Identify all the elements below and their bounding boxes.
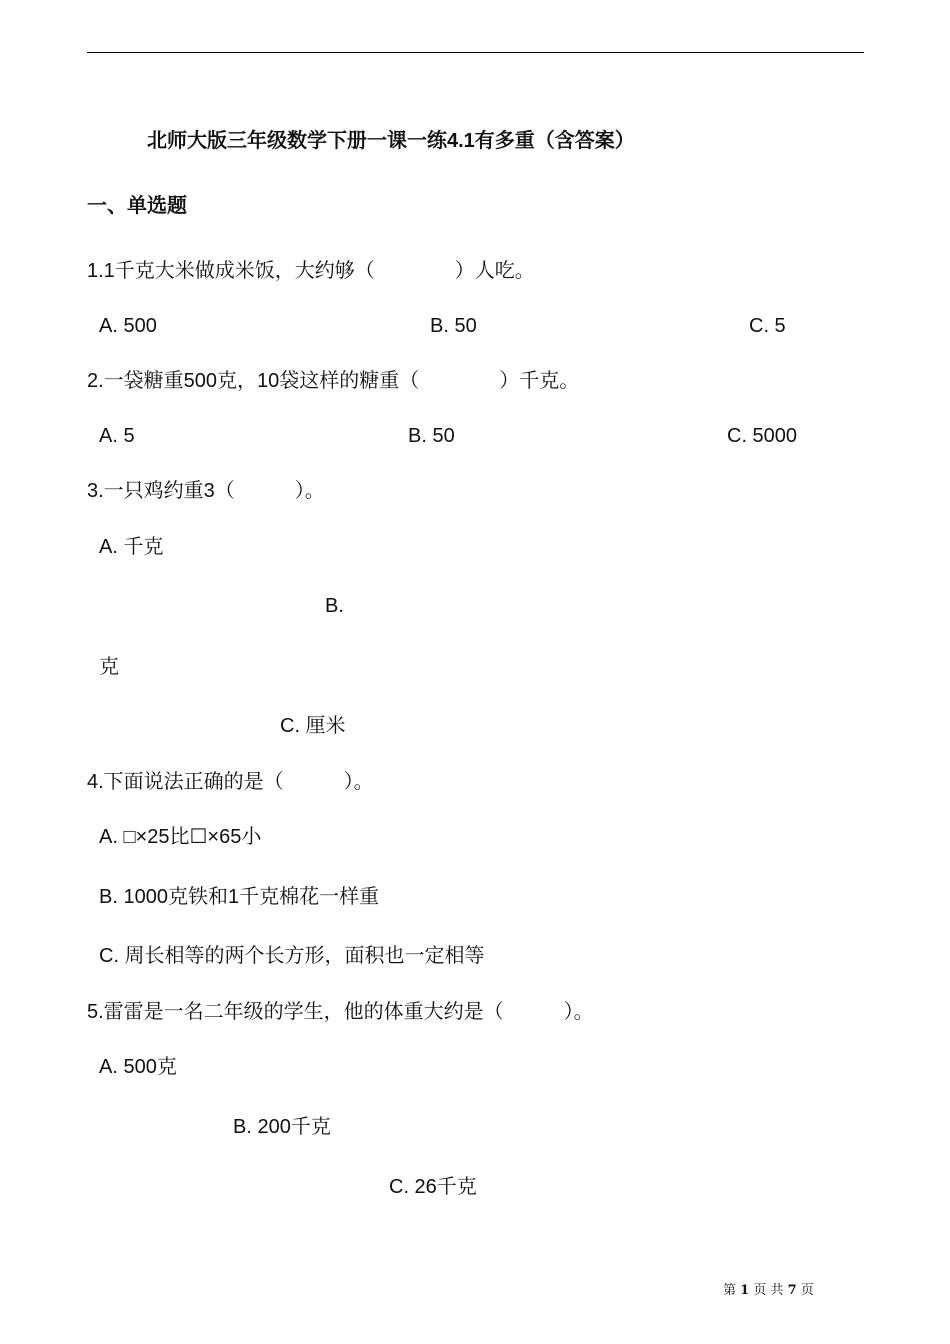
question-5-option-c: C. 26千克 <box>389 1176 477 1198</box>
question-4-option-b: B. 1000克铁和1千克棉花一样重 <box>99 886 380 908</box>
question-5-option-a: A. 500克 <box>99 1056 177 1078</box>
question-3-option-b-text: 克 <box>99 656 119 678</box>
question-4-option-a: A. □×25比☐×65小 <box>99 826 262 848</box>
question-2-option-a: A. 5 <box>99 425 135 447</box>
footer-mid: 页 共 <box>753 1283 784 1298</box>
question-3-option-b: B. <box>325 595 344 617</box>
footer-suffix: 页 <box>800 1283 814 1298</box>
question-4-option-c: C. 周长相等的两个长方形，面积也一定相等 <box>99 945 485 967</box>
question-2-option-c: C. 5000 <box>727 425 798 447</box>
question-1-option-a: A. 500 <box>99 315 157 337</box>
document-title: 北师大版三年级数学下册一课一练4.1有多重（含答案） <box>147 130 635 152</box>
question-5-stem: 5.雷雷是一名二年级的学生，他的体重大约是（ ）。 <box>87 1001 594 1023</box>
question-5-option-b: B. 200千克 <box>233 1116 331 1138</box>
page-footer <box>723 1279 814 1298</box>
footer-page-number: 1 <box>740 1283 750 1298</box>
section-heading: 一、单选题 <box>87 195 187 217</box>
question-2-stem: 2.一袋糖重500克，10袋这样的糖重（ ）千克。 <box>87 370 580 392</box>
question-1-stem: 1.1千克大米做成米饭，大约够（ ）人吃。 <box>87 260 535 282</box>
question-4-stem: 4.下面说法正确的是（ ）。 <box>87 771 374 793</box>
question-2-option-b: B. 50 <box>408 425 455 447</box>
header-rule <box>87 52 864 53</box>
footer-total-pages: 7 <box>787 1283 797 1298</box>
footer-prefix: 第 <box>723 1283 737 1298</box>
question-3-stem: 3.一只鸡约重3（ ）。 <box>87 480 325 502</box>
question-1-option-b: B. 50 <box>430 315 477 337</box>
question-3-option-a: A. 千克 <box>99 536 164 558</box>
question-3-option-c: C. 厘米 <box>280 715 346 737</box>
question-1-option-c: C. 5 <box>749 315 786 337</box>
